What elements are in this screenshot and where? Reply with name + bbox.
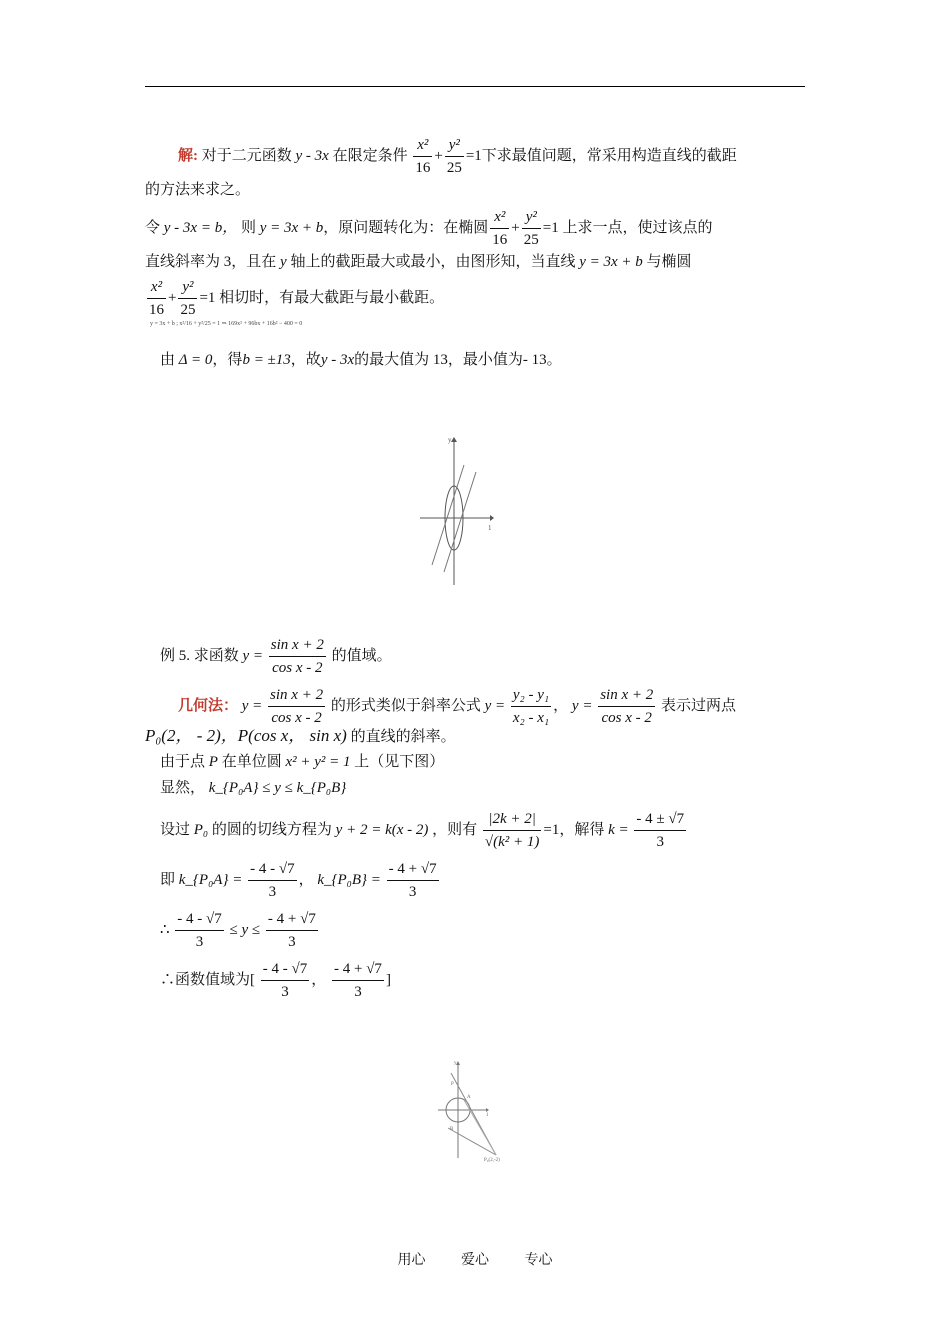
- p0-label: P₀(2,-2): [484, 1158, 500, 1163]
- text: 轴上的截距最大或最小，由图形知，当直线: [290, 254, 576, 270]
- y-arrow: [456, 1061, 460, 1065]
- expr: k_{P₀A} =: [178, 871, 243, 888]
- text: ，故: [290, 352, 321, 368]
- text: 直线斜率为 3，且在: [145, 254, 277, 270]
- text: =1: [465, 147, 482, 164]
- fraction-y2-25: $\frac{\text{y²}}{25}$: [445, 134, 464, 179]
- text: =1 上求一点，使过该点的: [542, 219, 713, 236]
- expr: P₀: [193, 821, 209, 838]
- geometry-line-5: [160, 808, 688, 853]
- text: ，: [298, 871, 314, 888]
- text: ∴函数值域为[: [160, 971, 255, 988]
- text: =1，解得: [543, 821, 605, 838]
- expr: P₀(2， - 2)，P(cos x， sin x): [145, 726, 347, 745]
- text: 由于点: [160, 754, 206, 770]
- text: ，则有: [432, 821, 478, 838]
- geometry-line-8: [160, 958, 391, 1003]
- expr: k_{P₀A} ≤ y ≤ k_{P₀B}: [208, 780, 347, 796]
- text: 表示过两点: [660, 697, 736, 714]
- solution-label: 解:: [178, 147, 198, 164]
- text: 下求最值问题，常采用构造直线的截距: [481, 147, 737, 164]
- a-label: A: [467, 1095, 471, 1100]
- y-label: y: [454, 1061, 457, 1066]
- geometry-line-4: [160, 778, 346, 798]
- figure-unit-circle-tangents: [434, 1058, 514, 1168]
- text: 显然，: [160, 780, 206, 796]
- text: ，原问题转化为：在椭圆: [323, 219, 489, 236]
- text: 对于二元函数: [201, 147, 292, 164]
- expr: b = ±13: [242, 352, 291, 368]
- text: 的圆的切线方程为: [211, 821, 332, 838]
- fraction-tangent: $\frac{|2k + 2|}{\text{√(k² + 1)}}$: [483, 808, 542, 853]
- fraction-b: $\frac{- 4 + √7}{3}$: [332, 958, 384, 1003]
- expr: y - 3x = b，: [163, 219, 238, 236]
- fraction-y2-25: $\frac{\text{y²}}{25}$: [522, 206, 541, 251]
- footer: [0, 1249, 950, 1269]
- fraction-a: $\frac{- 4 - √7}{3}$: [248, 858, 296, 903]
- fraction-a: $\frac{- 4 - √7}{3}$: [261, 958, 309, 1003]
- fraction-sin-cos: $\frac{\text{sin x + 2}}{\text{cos x - 2}}$: [268, 684, 325, 729]
- footer-b: 爱心: [461, 1253, 489, 1268]
- tangent-line-upper: [432, 465, 464, 565]
- fraction-slope: $\frac{\text{y₂ - y₁}}{\text{x₂ - x₁}}$: [511, 684, 551, 729]
- expr: y =: [484, 697, 506, 714]
- solution-line-1: 解: 对于二元函数 y - 3x 在限定条件 $\frac{\text{x²}}{16}$ + $\frac{\text{y²}}{25}$ =1下求最值问题，常采用构造直线的截距: [178, 134, 737, 179]
- fraction-k: $\frac{- 4 \pm √7}{3}$: [634, 808, 686, 853]
- header-rule: [145, 86, 805, 87]
- solution-line-5: $\frac{\text{x²}}{16}$ + $\frac{\text{y²}}{25}$ =1 相切时，有最大截距与最小截距。: [145, 276, 444, 321]
- fraction-x2-16: $\frac{\text{x²}}{16}$: [413, 134, 432, 179]
- expr: y = 3x + b: [579, 254, 643, 270]
- p-label: P: [451, 1082, 454, 1087]
- text: ∴: [160, 921, 170, 938]
- expr: y =: [241, 697, 263, 714]
- text: 的直线的斜率。: [350, 729, 456, 745]
- text: ，得: [212, 352, 243, 368]
- fraction-sin-cos: $\frac{\text{sin x + 2}}{\text{cos x - 2}}$: [269, 634, 326, 679]
- text: 的值域。: [331, 647, 392, 664]
- expr: x² + y² = 1: [285, 754, 351, 770]
- text: =1 相切时，有最大截距与最小截距。: [199, 289, 445, 306]
- footer-a: 用心: [397, 1253, 426, 1268]
- geometry-line-2: [145, 726, 456, 747]
- expr: - 13: [522, 352, 547, 368]
- expr: ≤ y ≤: [229, 921, 261, 938]
- text: 由: [160, 352, 176, 368]
- expr: k_{P₀B} =: [317, 871, 381, 888]
- expr: y - 3x: [320, 352, 355, 368]
- x-arrow: [490, 515, 494, 521]
- text: 在单位圆: [221, 754, 282, 770]
- text: 则: [240, 219, 256, 236]
- expr: y = 3x + b: [259, 219, 324, 236]
- segment-p-p0: [464, 1100, 496, 1155]
- fraction-b: $\frac{- 4 + √7}{3}$: [387, 858, 439, 903]
- text: 在限定条件: [332, 147, 408, 164]
- b-label: B: [450, 1127, 454, 1132]
- expr: k =: [608, 821, 629, 838]
- geometry-line-6: [160, 858, 441, 903]
- solution-result: [160, 350, 562, 370]
- solution-line-3: 令 y - 3x = b， 则 y = 3x + b，原问题转化为：在椭圆 $\frac{\text{x²}}{16}$ + $\frac{\text{y²}}{25}$ =1 上求一点，使过该点的: [145, 206, 712, 251]
- example5-label: 例 5. 求函数: [160, 647, 239, 664]
- text: 上（见下图）: [354, 754, 445, 770]
- text: 的方法来求之。: [145, 182, 251, 198]
- y-arrow: [451, 437, 457, 442]
- fraction-x2-16: $\frac{\text{x²}}{16}$: [490, 206, 509, 251]
- expr: y - 3x: [295, 147, 329, 164]
- text: 即: [160, 871, 176, 888]
- text: 设过: [160, 821, 191, 838]
- expr: Δ = 0: [178, 352, 213, 368]
- x-arrow: [486, 1108, 489, 1112]
- expr: P: [208, 754, 218, 770]
- fraction-y2-25: $\frac{\text{y²}}{25}$: [178, 276, 197, 321]
- text: 的形式类似于斜率公式: [330, 697, 481, 714]
- expr: y + 2 = k(x - 2): [335, 821, 429, 838]
- text: 。: [546, 352, 562, 368]
- x-label: 1: [488, 524, 492, 532]
- figure-ellipse-tangents: [420, 435, 510, 595]
- expr: y =: [571, 697, 593, 714]
- text: 令: [145, 219, 161, 236]
- geometry-line-1: [178, 684, 736, 729]
- footer-c: 专心: [524, 1253, 553, 1268]
- tangent-line-lower: [444, 472, 476, 572]
- text: ，: [553, 697, 569, 714]
- fraction-x2-16: $\frac{\text{x²}}{16}$: [147, 276, 166, 321]
- expr: y: [280, 254, 287, 270]
- y-label: y: [448, 436, 452, 444]
- expr: y =: [242, 647, 264, 664]
- text: ，: [311, 971, 327, 988]
- fraction-sin-cos: $\frac{\text{sin x + 2}}{\text{cos x - 2}}$: [598, 684, 655, 729]
- geometry-line-7: [160, 908, 320, 953]
- solution-line-2: [145, 180, 250, 200]
- solution-line-4: [145, 252, 692, 272]
- geometry-label: 几何法：: [178, 697, 239, 714]
- example5-line: [160, 634, 392, 679]
- fraction-b: $\frac{- 4 + √7}{3}$: [266, 908, 318, 953]
- fraction-a: $\frac{- 4 - √7}{3}$: [175, 908, 223, 953]
- x-label: 1: [486, 1113, 489, 1118]
- tiny-equation-system: y = 3x + b ; x²/16 + y²/25 = 1 ⇒ 169x² + 96bx + 16b² − 400 = 0: [150, 321, 303, 327]
- text: 与椭圆: [646, 254, 692, 270]
- text: ]: [385, 971, 391, 988]
- text: 的最大值为 13，最小值为: [354, 352, 523, 368]
- geometry-line-3: [160, 752, 444, 772]
